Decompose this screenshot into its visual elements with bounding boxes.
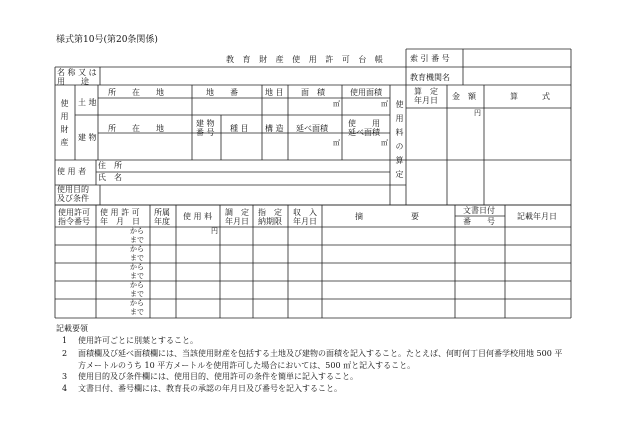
- land-category-header: 地 目: [265, 88, 284, 97]
- building-used-area-unit: ㎡: [381, 139, 388, 147]
- form-number: 様式第10号(第20条関係): [56, 35, 158, 45]
- note-2-no: 2: [62, 349, 68, 358]
- user-label: 使 用 者: [57, 167, 87, 176]
- building-kind-header: 種 目: [230, 124, 249, 133]
- amount-header: 金 額: [452, 92, 476, 101]
- row-5-from: から: [130, 299, 144, 307]
- agency-name-label: 教育機関名: [410, 73, 450, 82]
- fee-unit: 円: [211, 227, 218, 235]
- row-3-from: から: [130, 263, 144, 271]
- land-used-area-unit: ㎡: [381, 100, 388, 108]
- calc-date-header-2: 年月日: [414, 96, 438, 105]
- row-4-from: から: [130, 281, 144, 289]
- receipt-date-header-2: 年月日: [293, 217, 317, 226]
- building-location-header: 所 在 地: [108, 124, 164, 133]
- building-no-header-2: 番 号: [196, 128, 215, 137]
- summary-header: 摘 要: [355, 212, 419, 221]
- building-label: 建 物: [78, 133, 97, 142]
- permit-period-header-1: 使 用 許 可: [100, 208, 140, 217]
- note-2-cont: 方メートルのうち 10 平方メートルを使用許可した場合においては、500 ㎡と記入すること。: [78, 361, 416, 370]
- land-area-unit: ㎡: [333, 100, 340, 108]
- building-no-header-1: 建 物: [196, 119, 215, 128]
- assess-date-header-2: 年月日: [225, 217, 249, 226]
- note-2-text: 面積欄及び延べ面積欄には、当該使用財産を包括する土地及び建物の面積を記入すること。たとえば、何町何丁目何番学校用地 500 平: [78, 349, 563, 358]
- amount-unit: 円: [474, 109, 481, 117]
- user-address-label: 住 所: [98, 161, 122, 170]
- note-4-text: 文書日付、番号欄には、教育長の承認の年月日及び番号を記入すること。: [78, 384, 342, 393]
- form-title: 教 育 財 産 使 用 許 可 台 帳: [226, 55, 386, 64]
- receipt-date-header-1: 収 入: [293, 208, 317, 217]
- note-3-text: 使用目的及び条件欄には、使用目的、使用許可の条件を簡単に記入すること。: [78, 372, 358, 381]
- formula-header: 算 式: [510, 92, 550, 101]
- permit-cmd-header-2: 指令番号: [58, 217, 90, 226]
- fee-header: 使 用 料: [183, 212, 213, 221]
- row-5-to: まで: [130, 308, 144, 316]
- building-total-floor-area-header: 延べ面積: [296, 124, 328, 133]
- row-2-from: から: [130, 245, 144, 253]
- index-number-label: 索 引 番 号: [410, 54, 450, 63]
- note-1-no: 1: [62, 336, 68, 345]
- note-1-text: 使用許可ごとに別葉とすること。: [78, 336, 198, 345]
- land-location-header: 所 在 地: [108, 88, 164, 97]
- land-lot-no-header: 地 番: [206, 88, 238, 97]
- deadline-header-2: 納期限: [258, 217, 282, 226]
- row-1-to: まで: [130, 236, 144, 244]
- permit-cmd-header-1: 使用許可: [58, 208, 90, 217]
- row-3-to: まで: [130, 272, 144, 280]
- land-used-area-header: 使用面積: [350, 88, 382, 97]
- deadline-header-1: 指 定: [258, 208, 282, 217]
- row-1-from: から: [130, 227, 144, 235]
- note-4-no: 4: [62, 384, 68, 393]
- permit-period-header-2: 年 月 日: [100, 217, 140, 226]
- building-used-total-area-header-1: 使 用: [348, 119, 380, 128]
- entry-date-header: 記載年月日: [517, 212, 557, 221]
- land-area-header: 面 積: [301, 88, 325, 97]
- calc-date-header-1: 算 定: [414, 87, 438, 96]
- row-4-to: まで: [130, 290, 144, 298]
- building-total-area-unit: ㎡: [333, 139, 340, 147]
- land-label: 土 地: [78, 98, 97, 107]
- fee-calc-label: 使用料の算定: [395, 100, 404, 184]
- building-used-total-area-header-2: 延べ面積: [348, 128, 380, 137]
- notes-heading: 記載要領: [56, 324, 88, 333]
- purpose-label-1: 使用目的: [57, 185, 89, 194]
- name-or-use-label-1: 名 称 又 は: [57, 68, 97, 77]
- user-name-label: 氏 名: [98, 173, 122, 182]
- building-structure-header: 構 造: [265, 124, 284, 133]
- fiscal-year-header-2: 年度: [154, 217, 170, 226]
- doc-date-header-2: 番 号: [463, 217, 495, 226]
- assess-date-header-1: 調 定: [225, 208, 249, 217]
- purpose-label-2: 及び条件: [57, 194, 89, 203]
- note-3-no: 3: [62, 372, 68, 381]
- doc-date-header-1: 文書日付: [463, 206, 495, 215]
- used-property-label: 使用財産: [60, 99, 69, 151]
- fiscal-year-header-1: 所属: [154, 208, 170, 217]
- name-or-use-label-2: 用 途: [57, 77, 89, 86]
- row-2-to: まで: [130, 254, 144, 262]
